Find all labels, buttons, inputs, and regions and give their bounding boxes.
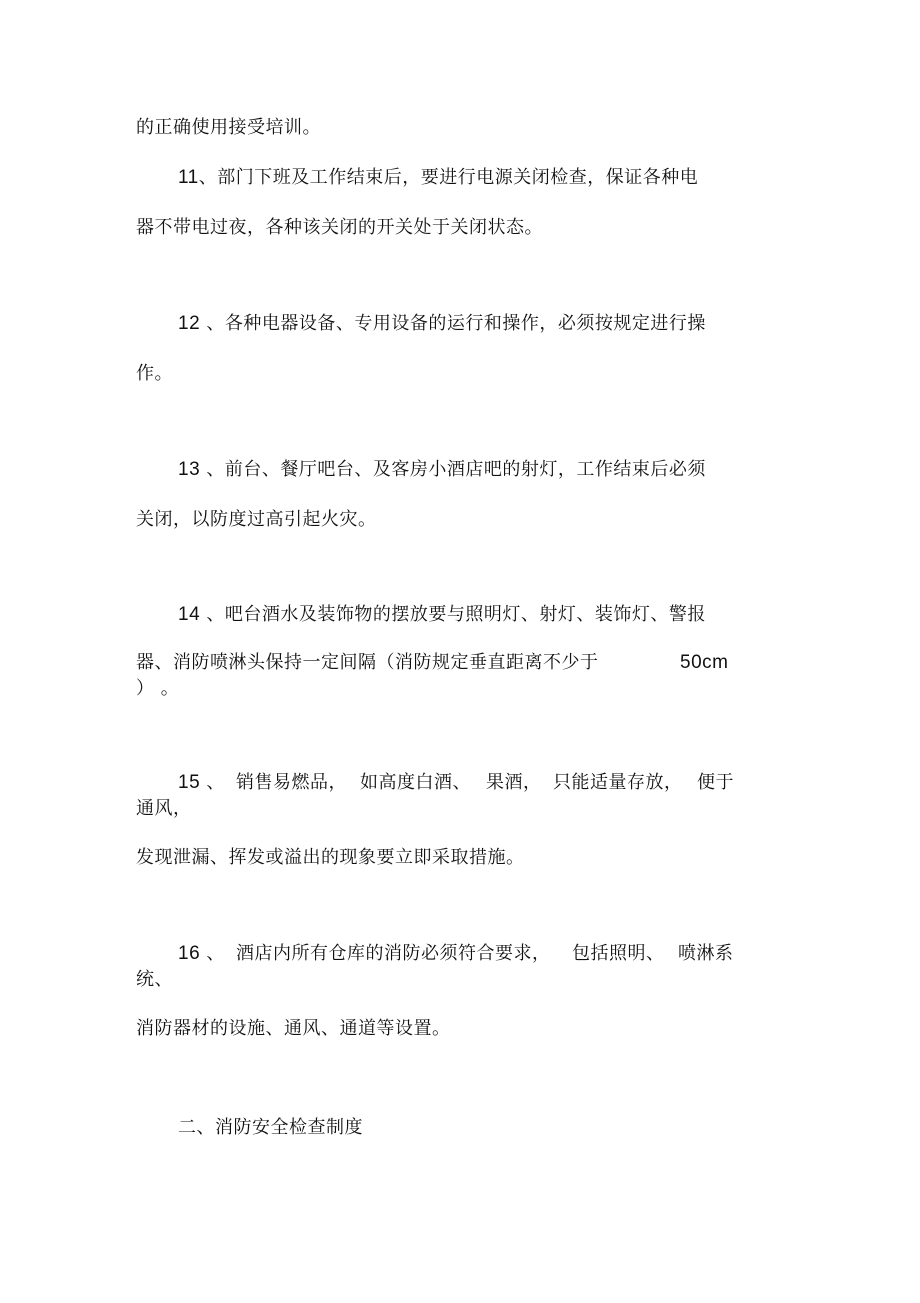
item-12-line-1 (178, 312, 706, 336)
item-text: 、吧台酒水及装饰物的摆放要与照明灯、射灯、装饰灯、警报 (206, 604, 706, 625)
section-heading: 二、消防安全检查制度 (178, 1117, 363, 1138)
item-16-segment: 酒店内所有仓库的消防必须符合要求， (236, 943, 551, 964)
item-number: 15 (178, 772, 201, 793)
item-15-line-1 (178, 771, 225, 795)
item-13-line-1 (178, 458, 706, 482)
item-15-line-2: 通风， (136, 798, 192, 819)
item-14-line-2: 器、消防喷淋头保持一定间隔（消防规定垂直距离不少于 (136, 652, 599, 673)
item-16-line-2: 统、 (136, 969, 173, 990)
item-number: 16 (178, 943, 201, 964)
item-12-line-2: 作。 (136, 363, 173, 384)
item-14-value: 50cm (680, 652, 729, 673)
item-15-segment: 如高度白酒、 (360, 772, 471, 793)
item-15-segment: 便于 (697, 772, 734, 793)
item-16-line-3: 消防器材的设施、通风、通道等设置。 (136, 1018, 451, 1039)
item-14-line-3: ） 。 (136, 678, 180, 699)
item-number: 11 (178, 167, 199, 188)
item-text: 、 (206, 943, 225, 964)
item-15-segment: 只能适量存放， (553, 772, 683, 793)
item-13-line-2: 关闭，以防度过高引起火灾。 (136, 509, 377, 530)
item-11-line-2: 器不带电过夜，各种该关闭的开关处于关闭状态。 (136, 217, 543, 238)
item-14-line-1 (178, 603, 706, 627)
item-text: 、 (206, 772, 225, 793)
paragraph-line: 的正确使用接受培训。 (136, 117, 321, 138)
item-number: 13 (178, 459, 201, 480)
item-15-segment: 销售易燃品， (236, 772, 347, 793)
item-text: 、各种电器设备、专用设备的运行和操作，必须按规定进行操 (206, 313, 706, 334)
item-16-segment: 包括照明、 (572, 943, 665, 964)
item-15-segment: 果酒， (486, 772, 542, 793)
item-text: 、前台、餐厅吧台、及客房小酒店吧的射灯，工作结束后必须 (206, 459, 706, 480)
item-16-line-1 (178, 942, 225, 966)
item-text: 、部门下班及工作结束后，要进行电源关闭检查，保证各种电 (198, 167, 699, 188)
item-16-segment: 喷淋系 (678, 943, 734, 964)
item-number: 14 (178, 604, 201, 625)
item-number: 12 (178, 313, 201, 334)
item-15-line-3: 发现泄漏、挥发或溢出的现象要立即采取措施。 (136, 847, 525, 868)
item-11-line-1 (178, 166, 698, 190)
